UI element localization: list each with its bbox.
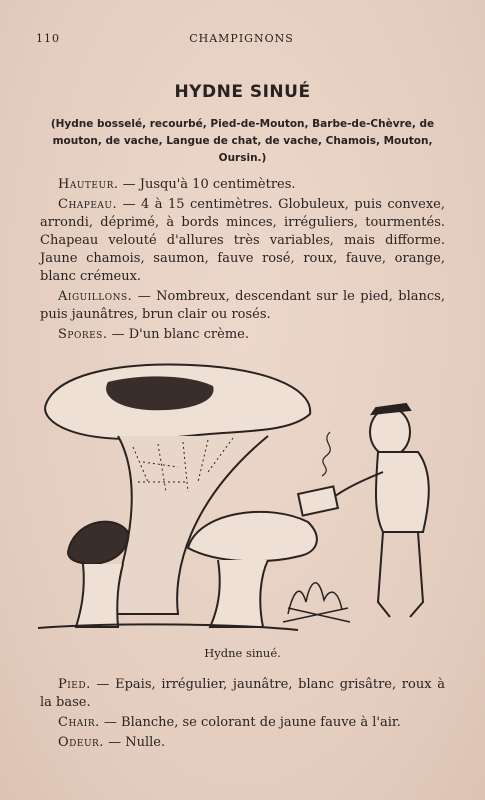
page-header	[36, 32, 447, 48]
entry-chapeau	[40, 196, 445, 286]
entry-spores	[40, 326, 445, 344]
entry-text: — D'un blanc crème.	[107, 327, 249, 342]
entry-text: — 4 à 15 centimètres. Globuleux, puis convexe, arrondi, déprimé, à bords minces, irréguliers, tourmentés. Chapeau velouté d'allures très variables, mais difforme. Jaune chamois, saumon, fauve rosé, roux, fauve, orange, blanc crémeux.	[40, 197, 445, 284]
entry-label: Odeur.	[58, 735, 104, 750]
species-title: HYDNE SINUÉ	[174, 82, 311, 102]
mushroom-illustration	[38, 352, 450, 642]
entry-text: — Nulle.	[103, 735, 166, 750]
entry-text: — Nombreux, descendant sur le pied, blancs, puis jaunâtres, brun clair ou rosés.	[40, 289, 445, 322]
entry-label: Chapeau.	[58, 197, 118, 212]
entry-text: — Jusqu'à 10 centimètres.	[118, 177, 296, 192]
cook-figure	[298, 404, 429, 617]
entry-hauteur	[40, 176, 445, 194]
entry-label: Aiguillons.	[58, 289, 133, 304]
entry-label: Spores.	[58, 327, 108, 342]
entry-label: Hauteur.	[58, 177, 119, 192]
entry-aiguillons	[40, 288, 445, 324]
entry-odeur	[40, 734, 445, 752]
description-top	[40, 176, 445, 346]
entry-pied	[40, 676, 445, 712]
campfire	[283, 583, 350, 622]
entry-text: — Blanche, se colorant de jaune fauve à l'air.	[99, 715, 401, 730]
entry-chair	[40, 714, 445, 732]
running-title: CHAMPIGNONS	[189, 32, 294, 45]
species-synonyms: (Hydne bosselé, recourbé, Pied-de-Mouton, Barbe-de-Chèvre, de mouton, de vache, Langue de chat, de vache, Chamois, Mouton, Oursin.)	[50, 118, 435, 164]
page-number: 110	[36, 32, 60, 45]
figure-caption: Hydne sinué.	[204, 646, 281, 660]
entry-text: — Epais, irrégulier, jaunâtre, blanc grisâtre, roux à la base.	[40, 677, 445, 710]
entry-label: Chair.	[58, 715, 100, 730]
entry-label: Pied.	[58, 677, 91, 692]
description-bottom	[40, 676, 445, 754]
